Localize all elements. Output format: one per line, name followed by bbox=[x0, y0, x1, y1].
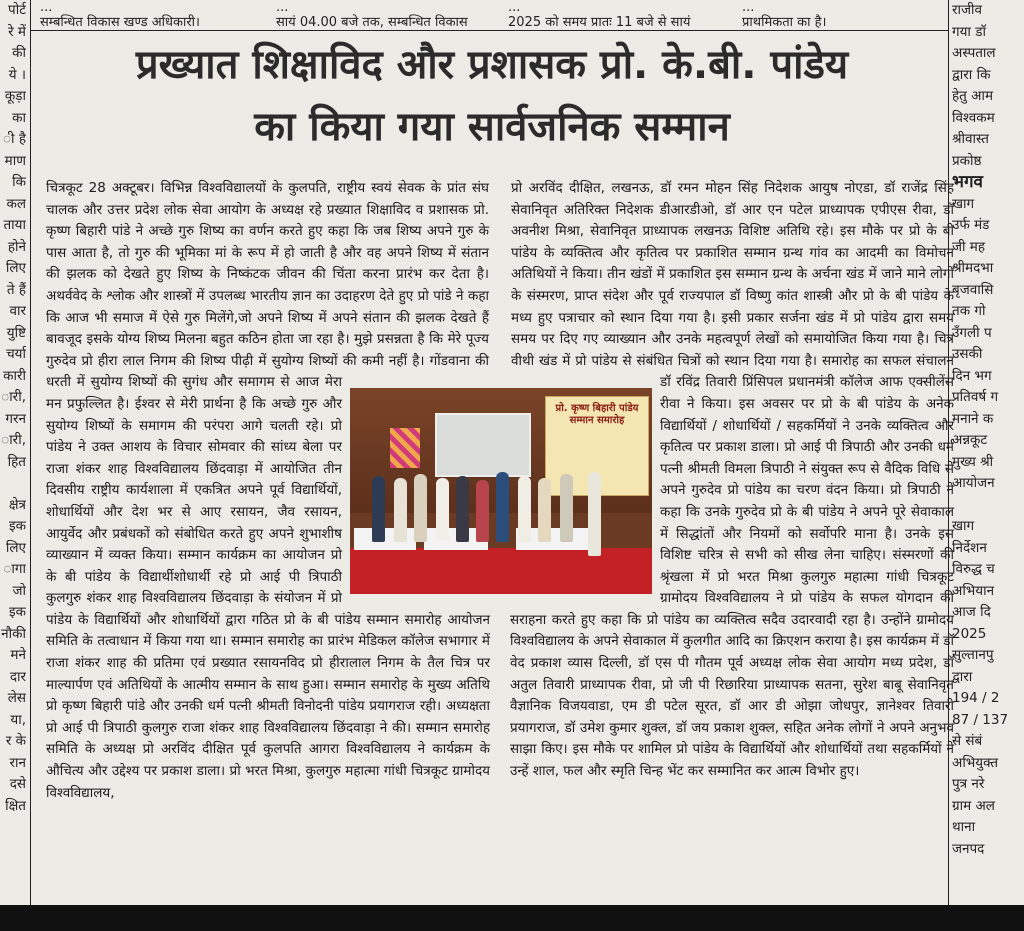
right-fragment-line: विरुद्ध च bbox=[952, 561, 995, 577]
top-strip-col3 bbox=[508, 0, 728, 30]
photo-person bbox=[496, 472, 509, 542]
right-fragment-line: श्रीमदभा bbox=[952, 260, 994, 276]
right-fragment-line bbox=[952, 495, 1024, 517]
photo-banner-text: प्रो. कृष्ण बिहारी पांडेय सम्मान समारोह bbox=[555, 403, 639, 426]
left-fragment-line: लिए bbox=[5, 260, 26, 276]
left-fragment-line: मने bbox=[10, 647, 26, 663]
right-fragment-line: उसकी bbox=[952, 346, 983, 362]
strip-line: ... bbox=[40, 0, 53, 15]
left-fragment-line: लेस bbox=[7, 690, 26, 706]
strip-line: ... bbox=[508, 0, 521, 15]
bottom-band bbox=[0, 905, 1024, 931]
left-fragment-line: रे में bbox=[8, 23, 26, 40]
strip-line: ... bbox=[276, 0, 289, 15]
right-fragment-line: उँगली प bbox=[952, 324, 992, 341]
right-fragment-line: द्वारा bbox=[952, 668, 973, 685]
left-fragment-line: वार bbox=[9, 303, 26, 319]
right-fragment-line: प्रतिवर्ष ग bbox=[952, 389, 999, 405]
left-fragment-line: ागा bbox=[3, 561, 26, 577]
left-neighbor-column bbox=[0, 0, 26, 905]
left-fragment-line: ी है bbox=[3, 131, 26, 147]
article-column-1 bbox=[46, 178, 490, 804]
right-fragment-line: आज दि bbox=[952, 604, 991, 620]
left-fragment-line: ारी, bbox=[1, 389, 26, 405]
strip-line: सम्बन्धित विकास खण्ड अधिकारी। bbox=[40, 15, 200, 30]
right-fragment-line: खाग bbox=[952, 518, 975, 534]
left-fragment-line: ारी, bbox=[1, 432, 26, 448]
right-fragment-line: अस्पताल bbox=[952, 45, 996, 61]
left-fragment-line: दार bbox=[9, 668, 26, 685]
left-fragment-line: इक bbox=[9, 518, 26, 534]
strip-line: सायं 04.00 बजे तक, सम्बन्धित विकास bbox=[276, 15, 468, 30]
left-fragment-line: कि bbox=[12, 174, 26, 190]
right-fragment-line: हेतु आम bbox=[952, 88, 994, 104]
right-fragment-line: बृजवासि bbox=[952, 281, 994, 298]
left-fragment-line: नौकी bbox=[1, 625, 26, 642]
left-fragment-line: जो bbox=[12, 582, 26, 599]
left-fragment-line: लिए bbox=[5, 539, 26, 556]
right-fragment-line: जी मह bbox=[952, 238, 986, 255]
right-fragment-line: प्रकोष्ठ bbox=[952, 152, 982, 169]
top-strip-col4 bbox=[742, 0, 942, 30]
right-fragment-line: अभियान bbox=[952, 582, 995, 599]
left-fragment-line: हित bbox=[7, 453, 26, 470]
left-fragment-line: रान bbox=[9, 754, 26, 771]
headline-line-1: प्रख्यात शिक्षाविद और प्रशासक प्रो. के.बी. पांडेय bbox=[135, 42, 849, 88]
right-fragment-line: थाना bbox=[952, 819, 976, 835]
right-fragment-line: मनाने क bbox=[952, 410, 994, 427]
left-fragment-line: दसे bbox=[9, 776, 26, 792]
right-fragment-line: अभियुक्त bbox=[952, 754, 999, 771]
left-fragment-line: ते हैं bbox=[6, 281, 26, 298]
right-fragment-heading: भगव bbox=[952, 172, 983, 192]
photo-float-spacer bbox=[342, 384, 490, 598]
left-fragment-line: कूड़ा bbox=[4, 88, 26, 104]
right-fragment-line: पुत्र नरे bbox=[952, 776, 985, 792]
right-fragment-line: 194 / 2 bbox=[952, 690, 1000, 706]
photo-float-spacer bbox=[510, 384, 660, 598]
right-fragment-line: ग्राम अल bbox=[952, 797, 995, 814]
strip-line: 2025 को समय प्रातः 11 बजे से सायं bbox=[508, 15, 691, 30]
article-text-col1: चित्रकूट 28 अक्टूबर। विभिन्न विश्वविद्यालयों के कुलपति, राष्ट्रीय स्वयं सेवक के प्रांत संघ चालक और उत्तर प्रदेश लोक सेवा आयोग के अध्यक्ष रहे प्रख्यात शिक्षाविद व प्रशासक प्रो. कृष्ण बिहारी पांडे ने अच्छे गुरु शिष्य का वर्णन करते हुए कहा कि जब शिष्य अपने गुरु के पास आता है, तो गुरु की भूमिका मां के रूप में हो जाती है और वह अपने शिष्य में संतान की झलक को देखते हुए शिष्य के निष्कंटक जीवन की चिंता करना प्रारंभ कर देता है। अथर्ववेद के श्लोक और शास्त्रों में उपलब्ध भारतीय ज्ञान का उदाहरण देते हुए प्रो पांडे ने कहा कि आज भी समाज में ऐसे गुरु मिलेंगे,जो अपने शिष्य में अपने संतान की झलक देखते हैं बावजूद इसके योग्य शिष्य मिलना बहुत कठिन होता जा रहा है। मुझे प्रसन्नता है कि मेरे पूज्य गुरुदेव प्रो हीरा लाल निगम की शिष्य पीढ़ी में सुयोग्य शिष्यों की कमी नहीं है। गोंडवाना की धरती में सुयोग्य शिष्यों की सुगंध और समागम से आज मेरा मन प्रफुल्लित है। ईश्वर से मेरी प्रार्थना है कि अच्छे गुरु और सुयोग्य शिष्यों के समागम की परंपरा आगे चलती रहे। प्रो पांडेय ने उक्त आशय के विचार सोमवार की सांध्य बेला पर राजा शंकर शाह विश्वविद्यालय छिंदवाड़ा में आयोजित तीन दिवसीय राष्ट्रीय कार्यशाला में एकत्रित अपने पूर्व विद्यार्थियों, शोधार्थियों और देश भर से आए रसायन, जैव रसायन, आयुर्वेद और प्रबंधकों को संबोधित करते हुए अपने शुभाशीष व्याख्यान में व्यक्त किया। सम्मान कार्यक्रम का आयोजन प्रो के बी पांडेय के विद्यार्थीशोधार्थी रहे प्रो आई पी त्रिपाठी कुलगुरु शंकर शाह विश्वविद्यालय छिंदवाड़ा के संयोजन में प्रो पांडेय के विद्यार्थियों और शोधार्थियों द्वारा गठित प्रो के बी पांडेय सम्मान समारोह आयोजन समिति के तत्वाधान में किया गया था। सम्मान समारोह का प्रारंभ मेडिकल कॉलेज सभागार में राजा शंकर शाह की प्रतिमा एवं प्रख्यात रसायनविद प्रो हीरालाल निगम के तैल चित्र पर माल्यार्पण एवं अतिथियों के आत्मीय सम्मान के साथ हुआ। सम्मान समारोह के मुख्य अतिथि प्रो कृष्ण बिहारी पांडे और उनकी धर्म पत्नी श्रीमती विनोदनी पांडेय प्रयागराज रही। अध्यक्षता प्रो आई पी त्रिपाठी कुलगुरु राजा शंकर शाह विश्वविद्यालय छिंदवाड़ा ने की। सम्मान समारोह समिति के अध्यक्ष प्रो अरविंद दीक्षित पूर्व कुलपति आगरा विश्वविद्यालय ने कार्यक्रम के औचित्य और उद्देश्य पर प्रकाश डाला। प्रो भरत मिश्रा, कुलगुरु महात्मा गांधी चित्रकूट ग्रामोदय विश्वविद्यालय, bbox=[46, 180, 490, 801]
left-fragment-line bbox=[0, 473, 26, 495]
right-fragment-line: खाग bbox=[952, 195, 975, 212]
right-fragment-line: आयोजन bbox=[952, 475, 995, 491]
article-text-col2: प्रो अरविंद दीक्षित, लखनऊ, डॉ रमन मोहन सिंह निदेशक आयुष नोएडा, डॉ राजेंद्र सिंह सेवानिवृत अतिरिक्त निदेशक डीआरडीओ, डॉ आर एन पटेल प्राध्यापक एपीएस रीवा, डॉ अवनीश मिश्रा, सेवानिवृत प्राध्यापक लखनऊ विशिष्ट अतिथि रहे। इस मौके पर प्रो के बी पांडेय के व्यक्तित्व और कृतित्व पर प्रकाशित सम्मान ग्रन्थ गांव का आदमी का विमोचन अतिथियों ने किया। तीन खंडों में प्रकाशित इस सम्मान ग्रन्थ के अर्चना खंड में जाने माने लोगों के संस्मरण, प्राप्त संदेश और पूर्व राज्यपाल डॉ विष्णु कांत शास्त्री और प्रो के बी पांडेय के मध्य हुए पत्राचार को स्थान दिया गया है। इसी प्रकार सर्जना खंड में प्रो पांडेय द्वारा समय समय पर दिए गए व्याख्यान और उनके महत्वपूर्ण लेखों को समायोजित किया गया है। चित्र वीथी खंड में प्रो पांडेय से संबंधित चित्रों को स्थान दिया गया है। समारोह का सफल संचालन डॉ रविंद्र तिवारी प्रिंसिपल प्रधानमंत्री कॉलेज आफ एक्सीलेंस रीवा ने किया। इस अवसर पर प्रो के बी पांडेय के अनेक विद्यार्थियों / शोधार्थियों / सहकर्मियों ने उनके व्यक्तित्व और कृतित्व पर प्रकाश डाला। प्रो आई पी त्रिपाठी और उनकी धर्म पत्नी श्रीमती विमला त्रिपाठी ने संयुक्त रूप से वैदिक विधि से अपने गुरुदेव प्रो पांडेय का चरण वंदन किया। प्रो त्रिपाठी ने कहा कि उनके गुरुदेव प्रो के बी पांडेय ने अपने पूरे सेवाकाल में सिद्धांतों और नियमों को सर्वोपरि माना है। उनके इस विशिष्ट चरित्र से सभी को सीख लेना चाहिए। संस्मरणों की श्रृंखला में प्रो भरत मिश्रा कुलगुरु महात्मा गांधी चित्रकूट ग्रामोदय विश्वविद्यालय ने प्रो पांडेय के सफल योगदान की सराहना करते हुए कहा कि प्रो पांडेय का व्यक्तित्व सदैव उदारवादी रहा है। उन्होंने ग्रामोदय विश्वविद्यालय के अपने सेवाकाल में कुलगीत आदि का क्रिएशन कराया है। इस कार्यक्रम में डॉ वेद प्रकाश व्यास दिल्ली, डॉ एस पी गौतम पूर्व अध्यक्ष लोक सेवा आयोग मध्य प्रदेश, डॉ अतुल तिवारी प्राध्यापक रीवा, प्रो जी पी रिछारिया प्राध्यापक सतना, सुरेश बाबू सेवानिवृत वैज्ञानिक विजयवाडा, एम डी पटेल सूरत, डॉ आर डी ओझा जोधपुर, ज्ञानेश्वर तिवारी प्रयागराज, डॉ उमेश कुमार शुक्ल, डॉ जय प्रकाश शुक्ल, सहित अनेक लोगों ने अपने अनुभव साझा किए। इस मौके पर शामिल प्रो पांडेय के विद्यार्थियों और शोधार्थियों तथा सहकर्मियों ने उन्हें शाल, फल और स्मृति चिन्ह भेंट कर सम्मानित कर आत्म विभोर हुए। bbox=[510, 180, 954, 780]
right-fragment-line: तक गो bbox=[952, 303, 986, 319]
right-fragment-line: दिन भग bbox=[952, 367, 992, 384]
left-fragment-line: कारी bbox=[3, 367, 26, 384]
right-fragment-line: सुल्तानपु bbox=[952, 647, 994, 663]
article-column-2 bbox=[510, 178, 954, 783]
right-fragment-line: विश्वकम bbox=[952, 109, 995, 126]
column-rule-left bbox=[30, 0, 31, 905]
top-strip-col1 bbox=[40, 0, 260, 30]
right-neighbor-column bbox=[952, 0, 1024, 905]
right-fragment-line: मुख्य श्री bbox=[952, 453, 994, 470]
left-fragment-line: र के bbox=[5, 733, 26, 749]
left-fragment-line: क्षित bbox=[5, 797, 26, 814]
top-strip-col2 bbox=[276, 0, 496, 30]
right-fragment-line: 2025 bbox=[952, 625, 987, 642]
strip-rule bbox=[30, 30, 948, 31]
right-fragment-line: राजीव bbox=[952, 2, 983, 18]
left-fragment-line: ताया bbox=[3, 217, 26, 233]
right-fragment-line: निर्देशन bbox=[952, 539, 987, 556]
right-fragment-line: से संबं bbox=[952, 733, 983, 749]
left-fragment-line: की bbox=[12, 45, 26, 61]
right-fragment-line: उर्फ मंड bbox=[952, 217, 990, 233]
left-fragment-line: इक bbox=[9, 604, 26, 620]
right-fragment-line: द्वारा कि bbox=[952, 66, 991, 83]
left-fragment-line: कल bbox=[6, 195, 26, 212]
strip-line: ... bbox=[742, 0, 755, 15]
left-fragment-line: होने bbox=[7, 238, 26, 255]
left-fragment-line: गरन bbox=[5, 410, 26, 427]
left-fragment-line: का bbox=[12, 109, 26, 126]
right-fragment-line: अन्नकूट bbox=[952, 432, 988, 448]
left-fragment-line: पोर्ट bbox=[8, 2, 26, 18]
right-fragment-line: श्रीवास्त bbox=[952, 131, 990, 147]
left-fragment-line: या, bbox=[10, 711, 26, 728]
right-fragment-line: जनपद bbox=[952, 840, 985, 857]
left-fragment-line: माण bbox=[4, 152, 26, 169]
left-fragment-line: युष्टि bbox=[6, 324, 26, 341]
headline-line-2: का किया गया सार्वजनिक सम्मान bbox=[254, 104, 730, 150]
headline bbox=[36, 34, 948, 158]
right-fragment-line: गया डॉ bbox=[952, 23, 986, 40]
right-fragment-line: 87 / 137 bbox=[952, 711, 1009, 728]
left-fragment-line: ये । bbox=[8, 66, 26, 83]
left-fragment-line: क्षेत्र bbox=[8, 496, 26, 513]
strip-line: प्राथमिकता का है। bbox=[742, 15, 827, 30]
left-fragment-line: चर्या bbox=[6, 346, 26, 362]
